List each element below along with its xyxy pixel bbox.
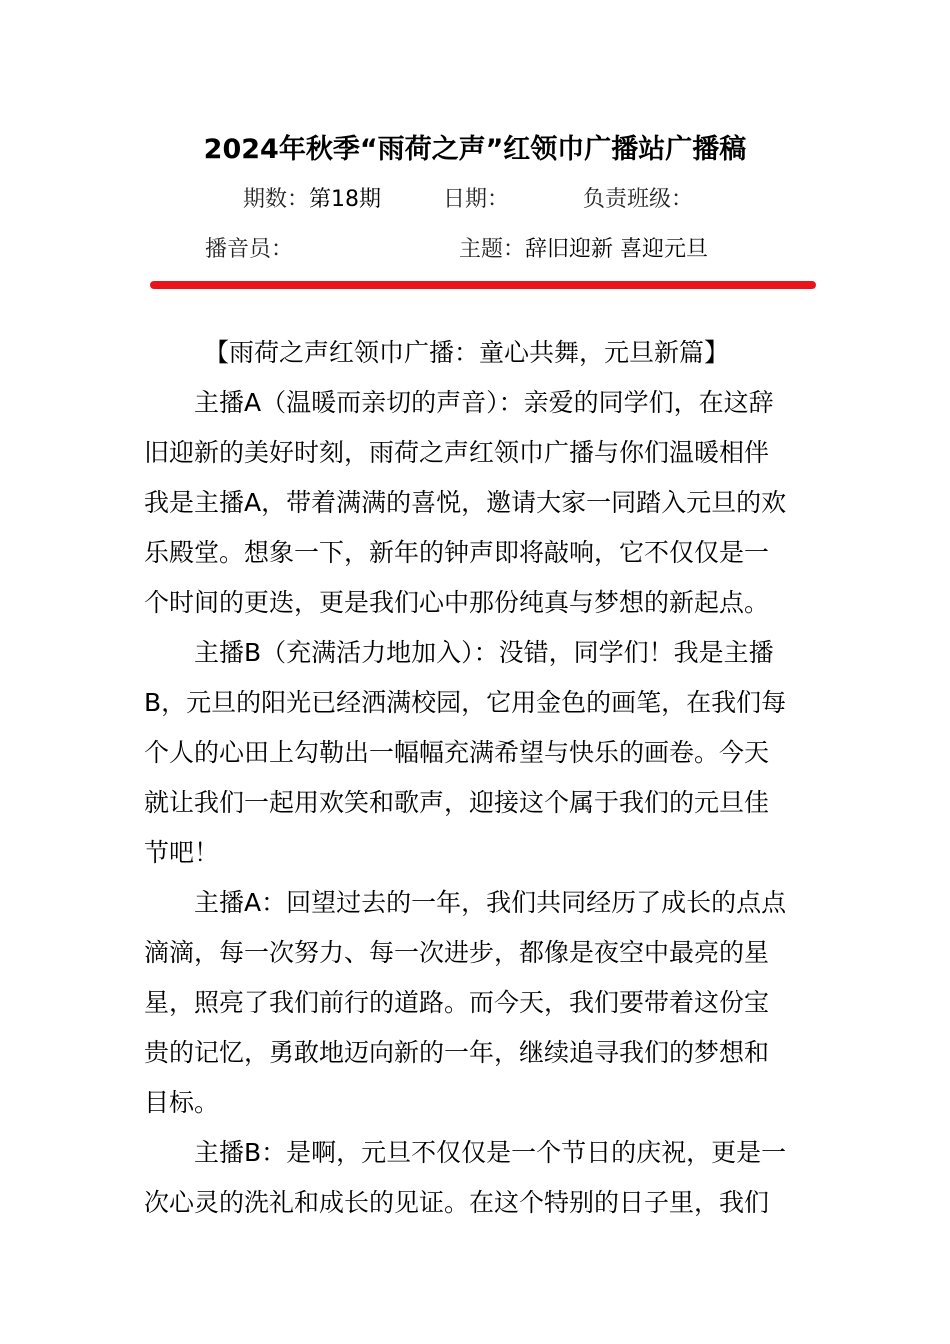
theme-value: 辞旧迎新 喜迎元旦 — [525, 237, 709, 262]
body-line: 次心灵的洗礼和成长的见证。在这个特别的日子里，我们 — [144, 1188, 770, 1217]
announcer-label: 播音员： — [205, 237, 294, 262]
body-line: 个人的心田上勾勒出一幅幅充满希望与快乐的画卷。今天 — [144, 738, 770, 767]
body-line: 主播B：是啊，元旦不仅仅是一个节日的庆祝，更是一 — [194, 1138, 787, 1167]
body-line: 个时间的更迭，更是我们心中那份纯真与梦想的新起点。 — [144, 588, 770, 617]
body-line: 旧迎新的美好时刻，雨荷之声红领巾广播与你们温暖相伴 — [144, 438, 770, 467]
date-label: 日期： — [443, 187, 510, 212]
theme-field — [459, 234, 708, 266]
body-line: 乐殿堂。想象一下，新年的钟声即将敲响，它不仅仅是一 — [144, 538, 770, 567]
page-title: 2024年秋季“雨荷之声”红领巾广播站广播稿 — [203, 134, 747, 165]
date-field — [443, 184, 509, 216]
article-body — [144, 328, 810, 1228]
issue-label: 期数： — [243, 187, 310, 212]
body-line: 滴滴，每一次努力、每一次进步，都像是夜空中最亮的星 — [144, 938, 770, 967]
body-line: 就让我们一起用欢笑和歌声，迎接这个属于我们的元旦佳 — [144, 788, 770, 817]
announcer-field — [205, 234, 293, 266]
issue-value: 第18期 — [309, 187, 382, 212]
body-line: 主播B（充满活力地加入）：没错，同学们！我是主播 — [194, 638, 774, 667]
issue-field — [243, 184, 381, 216]
article-heading: 【雨荷之声红领巾广播：童心共舞，元旦新篇】 — [204, 338, 730, 367]
body-line: 星，照亮了我们前行的道路。而今天，我们要带着这份宝 — [144, 988, 770, 1017]
body-line: 主播A：回望过去的一年，我们共同经历了成长的点点 — [194, 888, 787, 917]
body-line: 我是主播A，带着满满的喜悦，邀请大家一同踏入元旦的欢 — [144, 488, 787, 517]
class-label: 负责班级： — [583, 187, 694, 212]
body-line: 目标。 — [144, 1088, 220, 1117]
body-line: 节吧！ — [144, 838, 220, 867]
theme-label: 主题： — [459, 237, 526, 262]
body-line: B，元旦的阳光已经洒满校园，它用金色的画笔，在我们每 — [144, 688, 787, 717]
header-divider — [150, 281, 816, 289]
body-line: 贵的记忆，勇敢地迈向新的一年，继续追寻我们的梦想和 — [144, 1038, 770, 1067]
class-field — [583, 184, 693, 216]
body-line: 主播A（温暖而亲切的声音）：亲爱的同学们，在这辞 — [194, 388, 774, 417]
